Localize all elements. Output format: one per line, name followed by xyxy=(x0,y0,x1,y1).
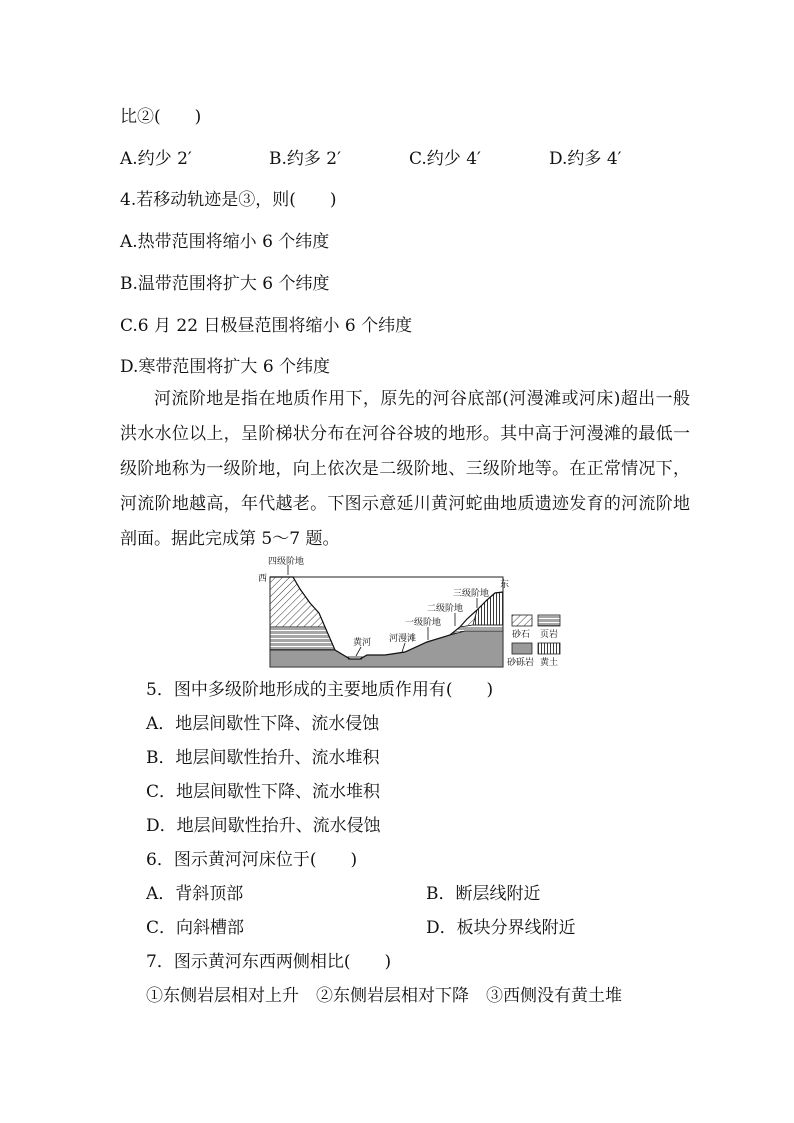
figure-label-level3: 三级阶地 xyxy=(453,589,490,599)
q3-stem-tail: 比②( ) xyxy=(120,107,202,127)
q6-stem: 6．图示黄河河床位于( ) xyxy=(146,850,358,870)
figure-label-level4: 四级阶地 xyxy=(268,557,305,567)
q5-option-a: A．地层间歇性下降、流水侵蚀 xyxy=(146,714,380,734)
q3-option-b: B.约多 2′ xyxy=(269,149,341,169)
q3-option-d: D.约多 4′ xyxy=(549,149,622,169)
q5-option-d: D．地层间歇性抬升、流水侵蚀 xyxy=(146,816,381,836)
legend-sandstone: 砂石 xyxy=(512,630,531,640)
legend-loess: 黄土 xyxy=(540,658,559,668)
terrace-profile-figure xyxy=(255,555,565,670)
q4-option-d: D.寒带范围将扩大 6 个纬度 xyxy=(120,357,331,377)
legend-conglomerate: 砂砾岩 xyxy=(507,658,535,668)
figure-label-east: 东 xyxy=(500,580,510,590)
legend-shale: 页岩 xyxy=(540,630,559,640)
q4-option-a: A.热带范围将缩小 6 个纬度 xyxy=(120,232,330,252)
q3-option-c: C.约少 4′ xyxy=(409,149,481,169)
figure-label-river: 黄河 xyxy=(353,638,372,648)
q5-option-b: B．地层间歇性抬升、流水堆积 xyxy=(146,748,380,768)
q5-option-c: C．地层间歇性下降、流水堆积 xyxy=(146,782,381,802)
q7-stem: 7．图示黄河东西两侧相比( ) xyxy=(146,952,392,972)
q4-stem: 4.若移动轨迹是③，则( ) xyxy=(120,190,337,210)
q7-statements: ①东侧岩层相对上升 ②东侧岩层相对下降 ③西侧没有黄土堆 xyxy=(146,986,622,1006)
q6-option-b: B．断层线附近 xyxy=(426,884,541,904)
passage xyxy=(120,382,690,557)
figure-label-level1: 一级阶地 xyxy=(405,618,442,628)
q4-option-c: C.6 月 22 日极昼范围将缩小 6 个纬度 xyxy=(120,316,413,336)
q5-stem: 5．图中多级阶地形成的主要地质作用有( ) xyxy=(146,680,494,700)
q3-option-a: A.约少 2′ xyxy=(120,149,192,169)
passage-text: 河流阶地是指在地质作用下，原先的河谷底部(河漫滩或河床)超出一般洪水水位以上，呈阶梯状分布在河谷谷坡的地形。其中高于河漫滩的最低一级阶地称为一级阶地，向上依次是二级阶地、三级阶地等。在正常情况下，河流阶地越高，年代越老。下图示意延川黄河蛇曲地质遗迹发育的河流阶地剖面。据此完成第 5～7 题。 xyxy=(120,389,690,549)
figure-label-floodplain: 河漫滩 xyxy=(389,634,417,644)
figure-label-west: 西 xyxy=(258,574,268,584)
q6-option-c: C．向斜槽部 xyxy=(146,918,245,938)
q6-option-d: D．板块分界线附近 xyxy=(426,918,576,938)
q6-option-a: A．背斜顶部 xyxy=(146,884,244,904)
q4-option-b: B.温带范围将扩大 6 个纬度 xyxy=(120,274,330,294)
figure-label-level2: 二级阶地 xyxy=(427,604,464,614)
